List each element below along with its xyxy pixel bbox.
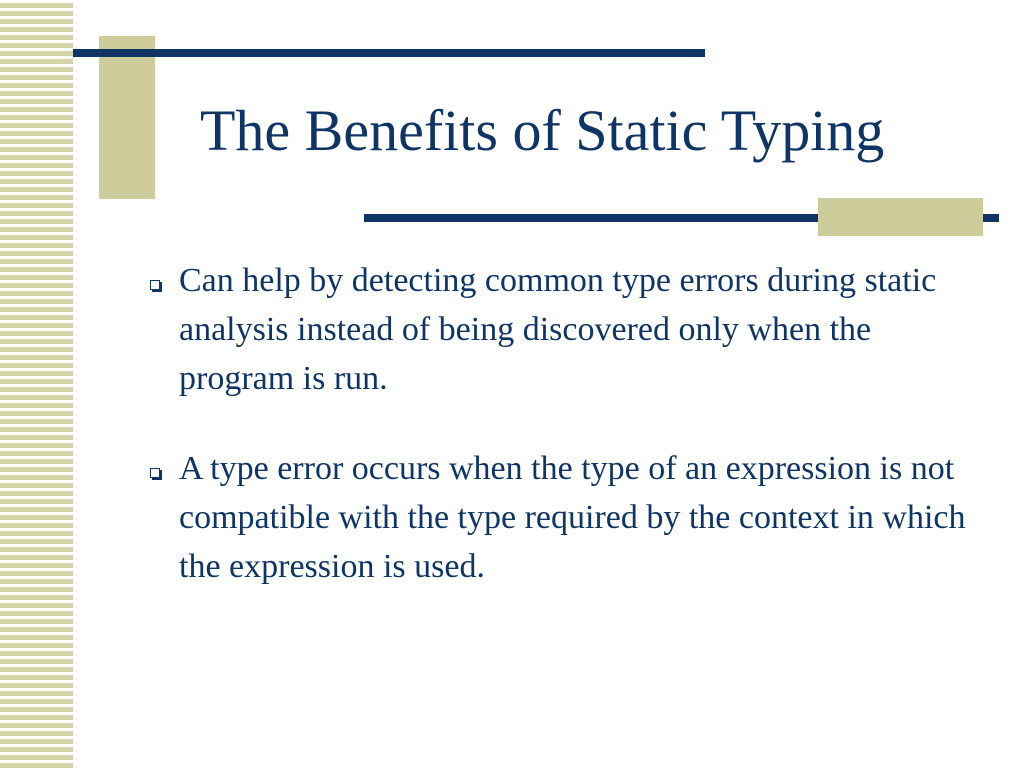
bullet-item	[150, 444, 980, 591]
bullet-text: A type error occurs when the type of an expression is not compatible with the type required by the context in which the expression is used.	[179, 450, 966, 585]
title-accent-block-right	[818, 198, 983, 236]
left-stripe-pattern	[0, 0, 73, 768]
bullet-list	[150, 256, 980, 632]
slide-title: The Benefits of Static Typing	[200, 98, 885, 163]
bullet-item	[150, 256, 980, 403]
hollow-square-bullet-icon	[150, 280, 160, 290]
title-rule-top	[73, 49, 705, 57]
title-accent-block	[99, 36, 155, 199]
hollow-square-bullet-icon	[150, 468, 160, 478]
bullet-text: Can help by detecting common type errors during static analysis instead of being discovered only when the program is run.	[179, 262, 937, 397]
